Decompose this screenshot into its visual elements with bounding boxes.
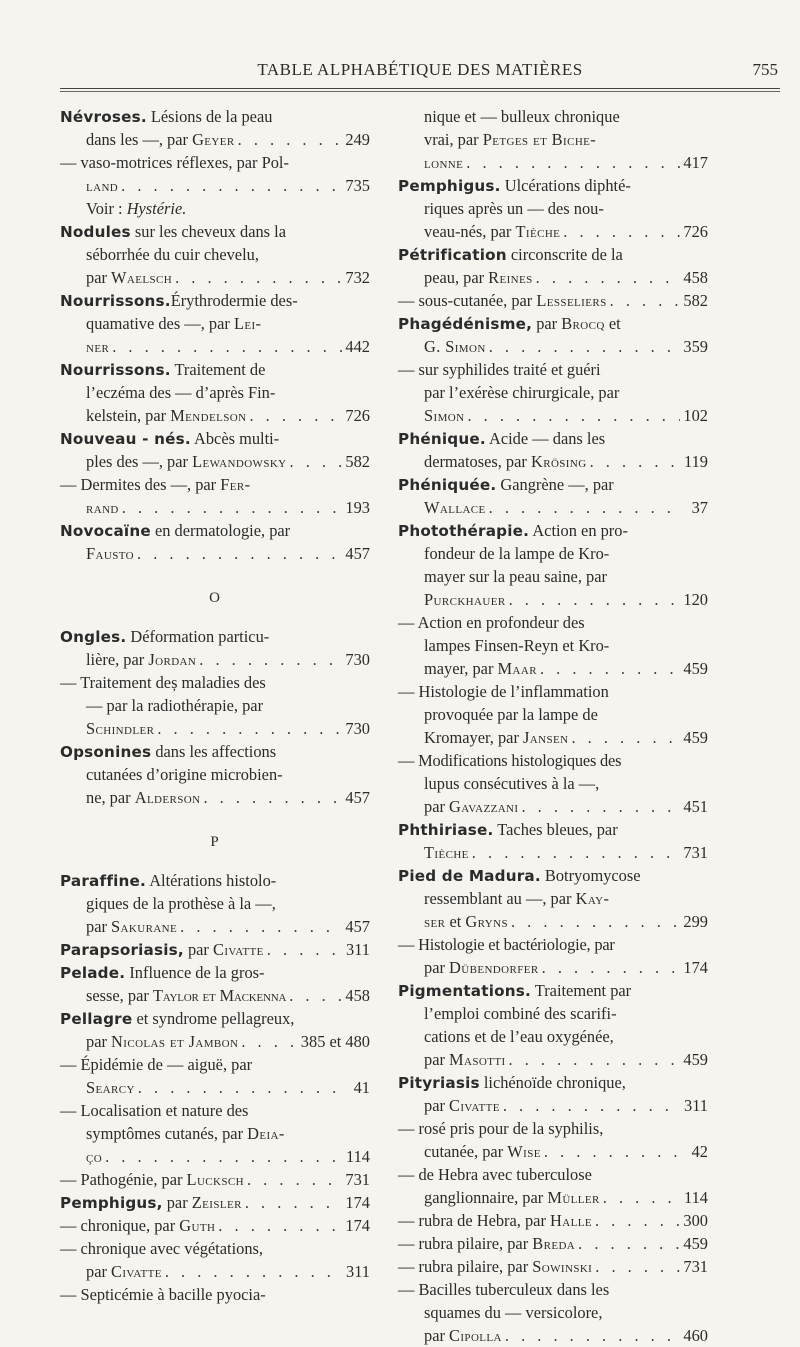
- author-name: ser: [424, 912, 446, 931]
- index-entry: [398, 818, 708, 864]
- entry-text: dermatoses, par: [424, 452, 531, 471]
- entry-text: l’eczéma des — d’après Fin-: [86, 383, 276, 402]
- entry-text: ressemblant au —, par: [424, 889, 576, 908]
- page-ref: 174: [345, 1193, 370, 1212]
- page-ref: 114: [346, 1147, 370, 1166]
- entry-text: par: [532, 314, 562, 333]
- entry-headword: Photothérapie.: [398, 522, 530, 540]
- page-ref: 459: [683, 1050, 708, 1069]
- entry-text: Voir :: [86, 199, 127, 218]
- page-ref: 37: [691, 498, 708, 517]
- left-column: [60, 105, 370, 1306]
- author-name: Müller: [547, 1188, 600, 1207]
- entry-text: par: [424, 1326, 450, 1345]
- page-ref: 119: [684, 452, 708, 471]
- index-entry: [60, 625, 370, 740]
- entry-text: lampes Finsen-Reyn et Kro-: [424, 636, 610, 655]
- entry-text: fondeur de la lampe de Kro-: [424, 544, 610, 563]
- entry-text: nique et — bulleux chronique: [424, 107, 620, 126]
- author-name: Wise: [507, 1142, 541, 1161]
- page-ref: 457: [345, 544, 370, 563]
- entry-headword: Phthiriase.: [398, 821, 494, 839]
- entry-text: riques après un — des nou-: [424, 199, 604, 218]
- entry-text: par: [424, 797, 450, 816]
- entry-text: — Septicémie à bacille pyocia-: [60, 1285, 266, 1304]
- author-name: Maar: [497, 659, 537, 678]
- running-title: TABLE ALPHABÉTIQUE DES MATIÈRES: [257, 60, 583, 79]
- entry-text: Ulcérations diphté-: [500, 176, 631, 195]
- cross-reference: Hystérie.: [126, 199, 187, 218]
- entry-text: par: [86, 268, 112, 287]
- author-name: Gavazzani: [449, 797, 519, 816]
- author-name: Geyer: [192, 130, 235, 149]
- entry-text: — chronique avec végétations,: [60, 1239, 263, 1258]
- author-name: Waelsch: [111, 268, 173, 287]
- entry-text: provoquée par la lampe de: [424, 705, 598, 724]
- page-ref: 730: [345, 719, 370, 738]
- entry-text: veau-nés, par: [424, 222, 516, 241]
- entry-text: peau, par: [424, 268, 489, 287]
- entry-text: — rubra de Hebra, par: [398, 1211, 550, 1230]
- section-letter: P: [210, 834, 220, 850]
- section-letter: O: [209, 590, 221, 606]
- entry-text: kelstein, par: [86, 406, 171, 425]
- entry-text: sesse, par: [86, 986, 153, 1005]
- author-name: ço: [86, 1147, 103, 1166]
- author-name: Zeisler: [191, 1193, 242, 1212]
- page-ref: 42: [691, 1142, 708, 1161]
- entry-text: — Traitement deș maladies des: [60, 673, 266, 692]
- entry-headword: Nourrissons.: [60, 292, 171, 310]
- page-ref: 417: [683, 153, 708, 172]
- entry-headword: Ongles.: [60, 628, 127, 646]
- author-name: Mendelson: [170, 406, 247, 425]
- author-name: Schindler: [86, 719, 155, 738]
- page-ref: 249: [345, 130, 370, 149]
- entry-text: squames du — versicolore,: [424, 1303, 603, 1322]
- author-name: Alderson: [134, 788, 201, 807]
- index-entry: [398, 312, 708, 427]
- entry-text: par: [424, 1050, 450, 1069]
- entry-headword: Pellagre: [60, 1010, 133, 1028]
- entry-headword: Novocaïne: [60, 522, 151, 540]
- index-entry: [60, 519, 370, 565]
- page-ref: 582: [345, 452, 370, 471]
- entry-headword: Paraffine.: [60, 872, 147, 890]
- index-entry: [398, 427, 708, 473]
- index-entry: [398, 519, 708, 818]
- entry-text: Érythrodermie des-: [170, 291, 298, 310]
- author-name: Fer-: [220, 475, 251, 494]
- entry-text: Déformation particu-: [126, 627, 270, 646]
- index-entry: [60, 220, 370, 289]
- entry-text: Acide — dans les: [485, 429, 606, 448]
- entry-headword: Pigmentations.: [398, 982, 531, 1000]
- index-entry: [398, 979, 708, 1071]
- page-ref: 102: [683, 406, 708, 425]
- entry-text: par: [86, 1032, 112, 1051]
- index-entry: [60, 289, 370, 358]
- author-name: Gryns: [465, 912, 508, 931]
- entry-headword: Pityriasis: [398, 1074, 480, 1092]
- entry-text: ples des —, par: [86, 452, 193, 471]
- entry-headword: Opsonines: [60, 743, 152, 761]
- author-name: Fausto: [86, 544, 134, 563]
- entry-headword: Nourrissons.: [60, 361, 171, 379]
- entry-headword: Phénique.: [398, 430, 486, 448]
- entry-text: Influence de la gros-: [125, 963, 265, 982]
- entry-headword: Pelade.: [60, 964, 126, 982]
- index-entry: [398, 174, 708, 243]
- author-name: ner: [86, 337, 110, 356]
- entry-headword: Pétrification: [398, 246, 507, 264]
- author-name: Deia-: [247, 1124, 285, 1143]
- author-name: Nicolas et Jambon: [111, 1032, 239, 1051]
- author-name: Tièche: [424, 843, 469, 862]
- entry-text: et: [445, 912, 466, 931]
- entry-headword: Pemphigus,: [60, 1194, 163, 1212]
- index-entry: [60, 869, 370, 938]
- author-name: Wallace: [424, 498, 486, 517]
- entry-text: Taches bleues, par: [493, 820, 618, 839]
- entry-text: en dermatologie, par: [150, 521, 291, 540]
- entry-text: par: [162, 1193, 192, 1212]
- page-ref: 458: [683, 268, 708, 287]
- page-ref: 459: [683, 728, 708, 747]
- right-column: [398, 105, 708, 1347]
- author-name: Lewandowsky: [192, 452, 287, 471]
- entry-text: Botryomycose: [540, 866, 641, 885]
- entry-text: par: [424, 1096, 450, 1115]
- entry-text: séborrhée du cuir chevelu,: [86, 245, 259, 264]
- author-name: Civatte: [212, 940, 264, 959]
- entry-text: sur les cheveux dans la: [130, 222, 286, 241]
- author-name: lonne: [424, 153, 464, 172]
- entry-text: dans les —, par: [86, 130, 193, 149]
- entry-text: — Histologie et bactériologie, par: [398, 935, 615, 954]
- entry-text: cutanées d’origine microbien-: [86, 765, 283, 784]
- entry-text: et syndrome pellagreux,: [132, 1009, 295, 1028]
- page-ref: 41: [353, 1078, 370, 1097]
- page-ref: 732: [345, 268, 370, 287]
- author-name: Kay-: [575, 889, 610, 908]
- author-name: Civatte: [449, 1096, 500, 1115]
- entry-headword: Phagédénisme,: [398, 315, 533, 333]
- entry-headword: Parapsoriasis,: [60, 941, 184, 959]
- entry-headword: Phéniquée.: [398, 476, 497, 494]
- page-ref: 193: [345, 498, 370, 517]
- entry-text: Gangrène —, par: [496, 475, 614, 494]
- author-name: Sowinski: [532, 1257, 593, 1276]
- page-ref: 726: [683, 222, 708, 241]
- author-name: Petges et Biche-: [482, 130, 597, 149]
- index-entry: [60, 151, 370, 220]
- entry-headword: Pied de Madura.: [398, 867, 541, 885]
- entry-text: symptômes cutanés, par: [86, 1124, 248, 1143]
- page-ref: 300: [683, 1211, 708, 1230]
- entry-text: quamative des —, par: [86, 314, 234, 333]
- page-ref: 459: [683, 1234, 708, 1253]
- entry-text: — rubra pilaire, par: [398, 1234, 533, 1253]
- author-name: Searcy: [86, 1078, 135, 1097]
- page-ref: 174: [683, 958, 708, 977]
- author-name: Lucksch: [186, 1170, 244, 1189]
- entry-text: par: [183, 940, 213, 959]
- page-ref: 730: [345, 650, 370, 669]
- entry-text: — Dermites des —, par: [60, 475, 221, 494]
- entry-text: vrai, par: [424, 130, 483, 149]
- page-ref: 311: [684, 1096, 708, 1115]
- entry-text: ne, par: [86, 788, 135, 807]
- page-number: 755: [752, 60, 778, 79]
- entry-text: Traitement de: [170, 360, 266, 379]
- page-ref: 311: [346, 1262, 370, 1281]
- index-entry: [398, 105, 708, 174]
- entry-headword: Nodules: [60, 223, 131, 241]
- entry-text: — rosé pris pour de la syphilis,: [398, 1119, 604, 1138]
- index-entry: [60, 1191, 370, 1306]
- entry-headword: Nouveau - nés.: [60, 430, 191, 448]
- index-entry: [60, 427, 370, 519]
- page-ref: 359: [683, 337, 708, 356]
- entry-text: par l’exérèse chirurgicale, par: [424, 383, 620, 402]
- entry-text: — Histologie de l’inflammation: [398, 682, 609, 701]
- entry-text: lupus consécutives à la —,: [424, 774, 600, 793]
- entry-text: ganglionnaire, par: [424, 1188, 548, 1207]
- entry-text: Altérations histolo-: [146, 871, 277, 890]
- entry-headword: Pemphigus.: [398, 177, 501, 195]
- author-name: Reines: [488, 268, 533, 287]
- header-rule-thin: [60, 91, 780, 92]
- entry-text: — vaso-motrices réflexes, par Pol-: [60, 153, 289, 172]
- page-ref: 120: [683, 590, 708, 609]
- author-name: Dübendorfer: [449, 958, 539, 977]
- page-ref: 457: [345, 917, 370, 936]
- author-name: G. Simon: [424, 337, 486, 356]
- author-name: Krösing: [530, 452, 587, 471]
- entry-text: — Localisation et nature des: [60, 1101, 249, 1120]
- entry-text: — rubra pilaire, par: [398, 1257, 533, 1276]
- index-entry: [60, 740, 370, 809]
- entry-text: par: [86, 917, 112, 936]
- page-ref: 731: [345, 1170, 370, 1189]
- page-ref: 385 et 480: [300, 1032, 370, 1051]
- page-ref: 451: [683, 797, 708, 816]
- page-ref: 460: [683, 1326, 708, 1345]
- entry-text: Action en pro-: [529, 521, 628, 540]
- index-entry: [398, 864, 708, 979]
- page-ref: 459: [683, 659, 708, 678]
- index-entry: [60, 105, 370, 151]
- author-name: Masotti: [449, 1050, 506, 1069]
- page-ref: 731: [683, 843, 708, 862]
- page-ref: 726: [345, 406, 370, 425]
- entry-text: circonscrite de la: [506, 245, 623, 264]
- author-name: Breda: [532, 1234, 576, 1253]
- index-entry: [60, 961, 370, 1007]
- entry-text: — sous-cutanée, par: [398, 291, 537, 310]
- author-name: Jordan: [148, 650, 197, 669]
- page-ref: 114: [684, 1188, 708, 1207]
- entry-text: mayer, par: [424, 659, 498, 678]
- entry-text: Lésions de la peau: [146, 107, 273, 126]
- author-name: Lei-: [233, 314, 262, 333]
- entry-text: dans les affections: [151, 742, 277, 761]
- author-name: Sakurane: [111, 917, 178, 936]
- author-name: Brocq: [561, 314, 605, 333]
- entry-text: — de Hebra avec tuberculose: [398, 1165, 592, 1184]
- entry-text: lière, par: [86, 650, 149, 669]
- entry-text: — Pathogénie, par: [60, 1170, 187, 1189]
- page-ref: 731: [683, 1257, 708, 1276]
- page-ref: 311: [346, 940, 370, 959]
- entry-text: et: [604, 314, 621, 333]
- entry-text: — Action en profondeur des: [398, 613, 585, 632]
- entry-text: — chronique, par: [60, 1216, 180, 1235]
- entry-text: — Modifications histologiques des: [398, 751, 622, 770]
- entry-text: giques de la prothèse à la —,: [86, 894, 276, 913]
- page-ref: 442: [345, 337, 370, 356]
- author-name: Jansen: [523, 728, 569, 747]
- page-ref: 174: [345, 1216, 370, 1235]
- page-ref: 582: [683, 291, 708, 310]
- author-name: rand: [86, 498, 119, 517]
- author-name: Guth: [179, 1216, 216, 1235]
- entry-text: — Épidémie de — aiguë, par: [60, 1055, 253, 1074]
- page-ref: 457: [345, 788, 370, 807]
- entry-headword: Névroses.: [60, 108, 147, 126]
- author-name: Cipolla: [449, 1326, 502, 1345]
- author-name: Purckhauer: [424, 590, 506, 609]
- entry-text: par: [86, 1262, 112, 1281]
- index-entry: [398, 1071, 708, 1347]
- entry-text: cutanée, par: [424, 1142, 508, 1161]
- author-name: Halle: [550, 1211, 592, 1230]
- entry-text: mayer sur la peau saine, par: [424, 567, 607, 586]
- page-ref: 735: [345, 176, 370, 195]
- entry-text: — sur syphilides traité et guéri: [398, 360, 601, 379]
- author-name: land: [86, 176, 119, 195]
- author-name: Civatte: [111, 1262, 162, 1281]
- page-ref: 299: [683, 912, 708, 931]
- index-entry: [398, 473, 708, 519]
- index-entry: [60, 1007, 370, 1191]
- entry-text: cations et de l’eau oxygénée,: [424, 1027, 614, 1046]
- index-entry: [398, 243, 708, 312]
- entry-text: l’emploi combiné des scarifi-: [424, 1004, 617, 1023]
- header-rule: [60, 88, 780, 89]
- index-entry: [60, 358, 370, 427]
- page-ref: 458: [345, 986, 370, 1005]
- author-name: Tièche: [515, 222, 561, 241]
- page-header: [60, 56, 780, 92]
- entry-text: Kromayer, par: [424, 728, 524, 747]
- entry-text: par: [424, 958, 450, 977]
- entry-text: Traitement par: [530, 981, 632, 1000]
- index-entry: [60, 938, 370, 961]
- entry-text: lichénoïde chronique,: [479, 1073, 626, 1092]
- entry-text: Abcès multi-: [190, 429, 280, 448]
- author-name: Taylor et Mackenna: [152, 986, 287, 1005]
- entry-text: — par la radiothérapie, par: [86, 696, 264, 715]
- entry-text: — Bacilles tuberculeux dans les: [398, 1280, 610, 1299]
- author-name: Simon: [424, 406, 465, 425]
- author-name: Lesseliers: [536, 291, 607, 310]
